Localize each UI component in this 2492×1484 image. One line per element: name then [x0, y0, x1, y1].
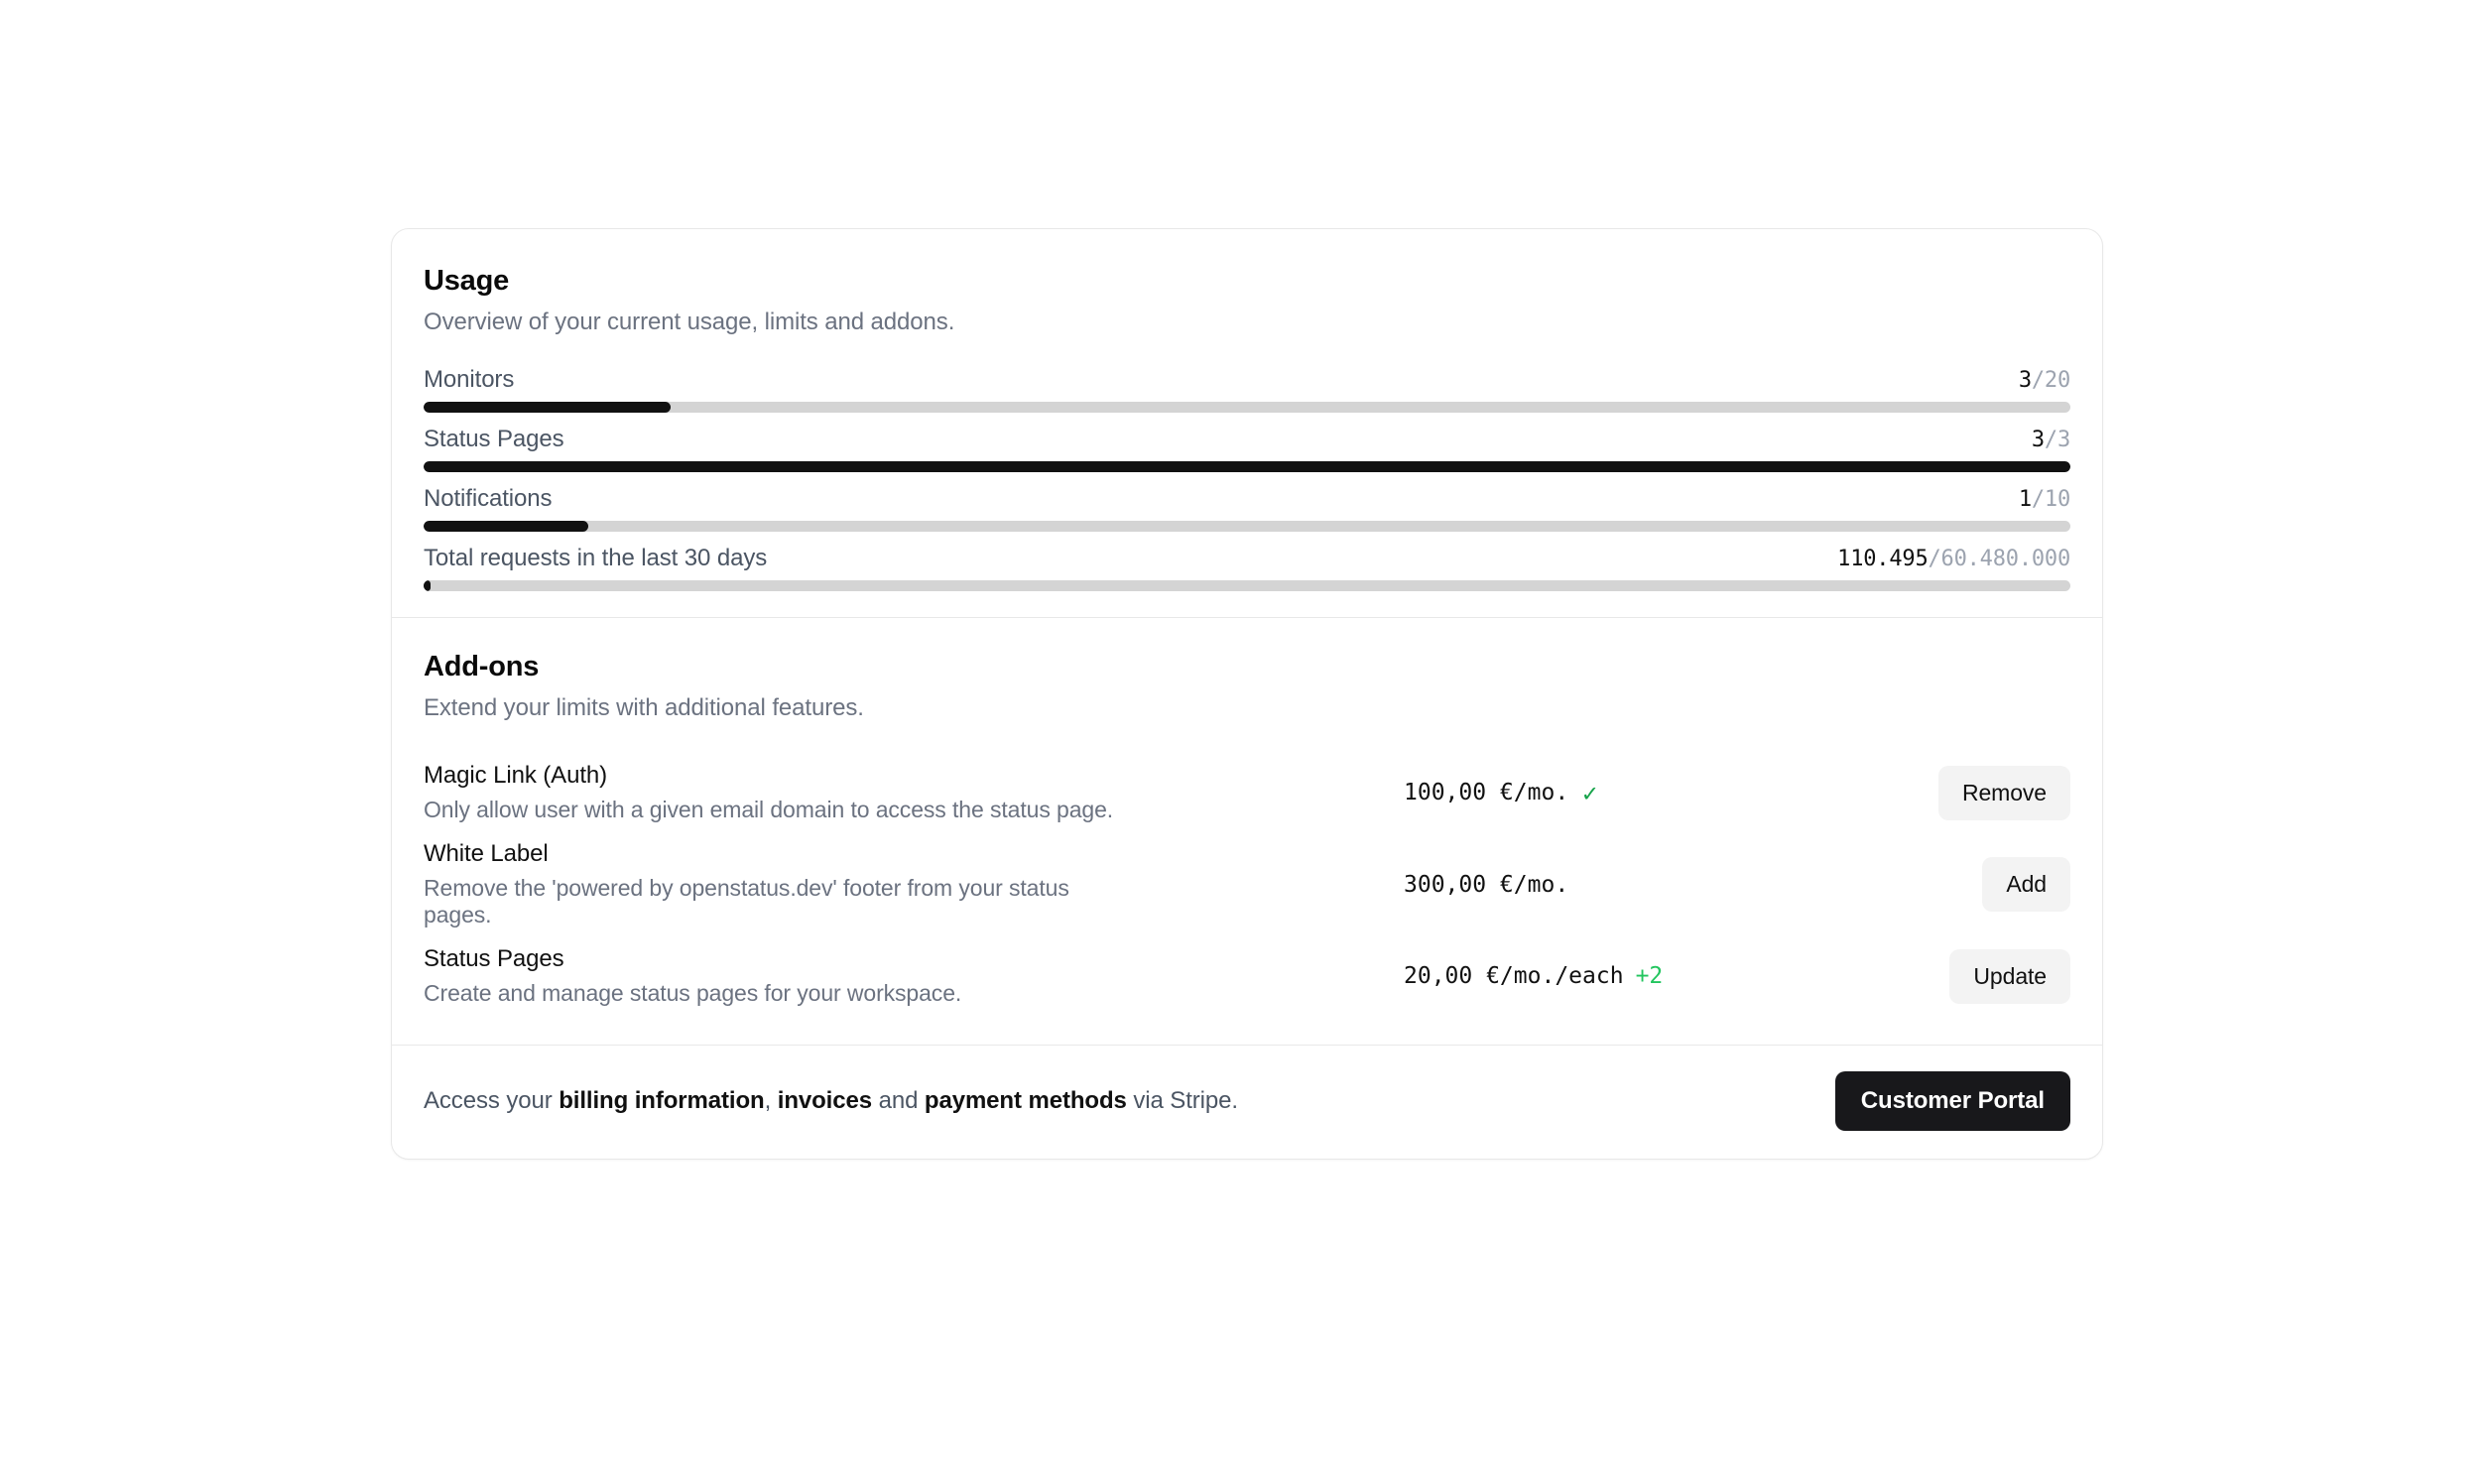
usage-progress-bar — [424, 521, 2070, 532]
usage-subtitle: Overview of your current usage, limits and addons. — [424, 309, 955, 335]
remove-addon-button[interactable]: Remove — [1938, 766, 2070, 820]
addon-price-value: 20,00 €/mo./each — [1404, 963, 1624, 989]
addon-name: White Label — [424, 840, 549, 867]
addon-description: Create and manage status pages for your workspace. — [424, 980, 962, 1006]
footer-text-1: Access your — [424, 1087, 560, 1114]
usage-progress-bar — [424, 580, 2070, 591]
usage-row-value: 1/10 — [2018, 487, 2070, 512]
usage-row — [424, 426, 2070, 472]
invoices-link[interactable]: invoices — [777, 1087, 872, 1114]
usage-progress-fill — [424, 521, 588, 532]
payment-methods-link[interactable]: payment methods — [924, 1087, 1127, 1114]
usage-row-value: 110.495/60.480.000 — [1837, 547, 2070, 571]
addon-info — [424, 945, 1138, 1007]
addon-price-value: 300,00 €/mo. — [1404, 871, 1569, 898]
addon-description: Only allow user with a given email domain to access the status page. — [424, 797, 1114, 822]
footer-text-2: , — [764, 1087, 778, 1114]
addon-info — [424, 840, 1138, 928]
addon-action — [1912, 766, 2070, 820]
usage-progress-fill — [424, 461, 2070, 472]
usage-progress-fill — [424, 402, 671, 413]
footer-text-3: and — [872, 1087, 925, 1114]
addon-description: Remove the 'powered by openstatus.dev' footer from your status pages. — [424, 875, 1069, 928]
addon-row-magic-link — [424, 752, 2070, 833]
customer-portal-button[interactable]: Customer Portal — [1835, 1071, 2070, 1131]
usage-row-value: 3/20 — [2018, 368, 2070, 393]
card-footer — [392, 1046, 2102, 1159]
billing-card — [391, 228, 2103, 1160]
usage-list — [424, 366, 2070, 591]
billing-footer-text — [424, 1087, 1238, 1115]
addons-list — [424, 752, 2070, 1017]
usage-row-value: 3/3 — [2031, 428, 2070, 452]
usage-row — [424, 485, 2070, 532]
addons-title: Add-ons — [424, 651, 540, 682]
addon-price — [1138, 780, 1912, 805]
addon-name: Magic Link (Auth) — [424, 762, 608, 789]
usage-progress-bar — [424, 402, 2070, 413]
addon-quantity-badge: +2 — [1635, 963, 1664, 989]
billing-information-link[interactable]: billing information — [559, 1087, 765, 1114]
usage-progress-fill — [424, 580, 431, 591]
addon-row-white-label — [424, 833, 2070, 935]
usage-row — [424, 545, 2070, 591]
usage-row — [424, 366, 2070, 413]
usage-row-label: Status Pages — [424, 426, 564, 452]
addon-row-status-pages — [424, 935, 2070, 1017]
footer-text-4: via Stripe. — [1126, 1087, 1238, 1114]
usage-title: Usage — [424, 265, 510, 297]
addon-action — [1912, 949, 2070, 1004]
usage-row-label: Monitors — [424, 366, 515, 393]
addons-subtitle: Extend your limits with additional features. — [424, 694, 864, 721]
addons-section — [392, 618, 2102, 1045]
usage-row-label: Total requests in the last 30 days — [424, 545, 768, 571]
addon-info — [424, 762, 1138, 823]
usage-progress-bar — [424, 461, 2070, 472]
usage-row-label: Notifications — [424, 485, 553, 512]
addon-action — [1912, 857, 2070, 912]
addon-price — [1138, 872, 1912, 898]
update-addon-button[interactable]: Update — [1949, 949, 2070, 1004]
check-icon: ✓ — [1582, 778, 1598, 807]
add-addon-button[interactable]: Add — [1982, 857, 2070, 912]
usage-section — [392, 229, 2102, 617]
addon-price — [1138, 963, 1912, 989]
addon-price-value: 100,00 €/mo. — [1404, 780, 1569, 805]
addon-name: Status Pages — [424, 945, 564, 972]
